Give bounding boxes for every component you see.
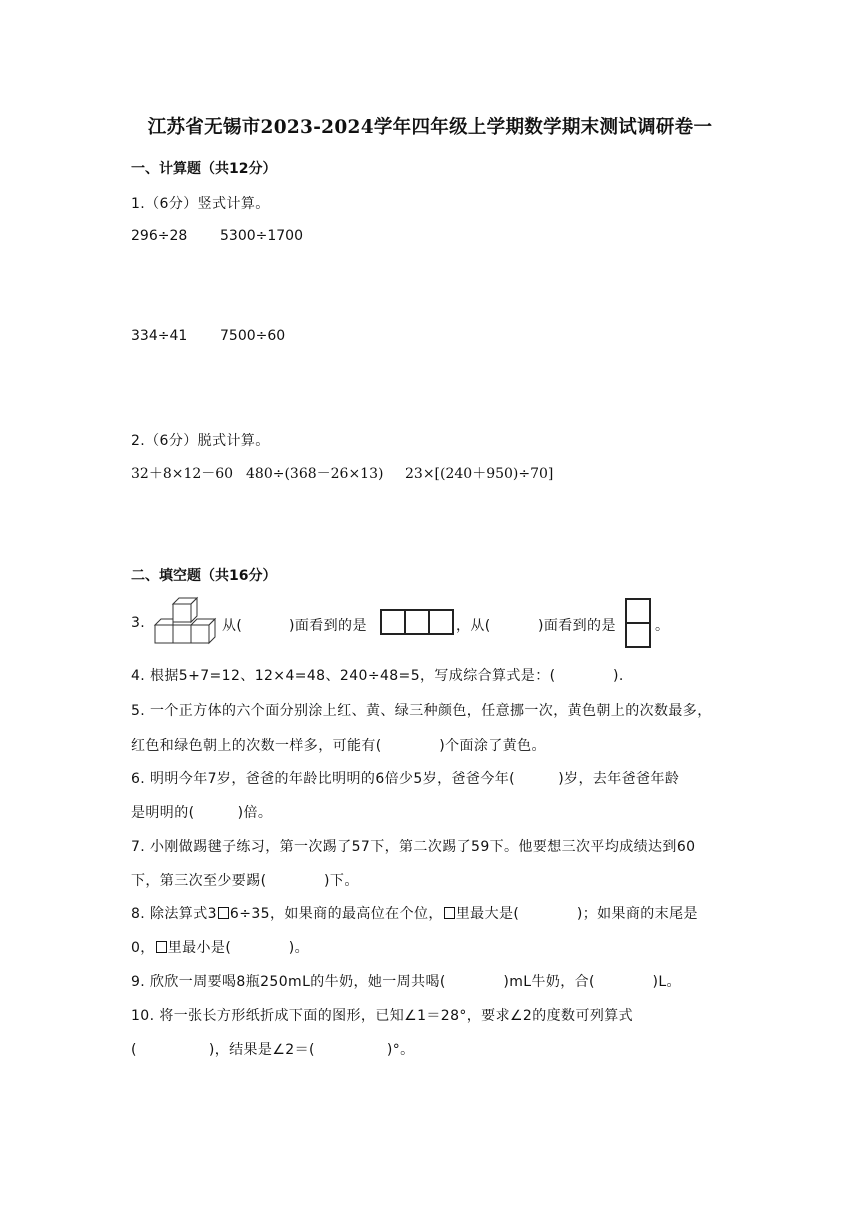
two-squares-view-figure [624,597,652,649]
question-8-text-e: 里最小是( )。 [167,940,310,956]
blank-box-icon [444,907,455,919]
expr-334-div-41: 334÷41 [131,328,188,344]
question-8-line-1 [131,903,698,923]
question-7-line-1: 7. 小刚做踢毽子练习，第一次踢了57下，第二次踢了59下。他要想三次平均成绩达到60 [131,839,696,855]
question-5-line-1: 5. 一个正方体的六个面分别涂上红、黄、绿三种颜色，任意挪一次，黄色朝上的次数最多， [131,703,712,719]
expr-mixed-2: 480÷(368－26×13) [246,466,384,482]
question-6-line-2: 是明明的( )倍。 [131,805,273,821]
cube-stack-figure [153,594,217,654]
question-5-line-2: 红色和绿色朝上的次数一样多，可能有( )个面涂了黄色。 [131,738,546,754]
section-heading-calculation: 一、计算题（共12分） [131,161,277,177]
question-8-text-c: 里最大是( )；如果商的末尾是 [455,906,698,922]
question-1-label: 1.（6分）竖式计算。 [131,196,270,212]
section-heading-fill-in: 二、填空题（共16分） [131,568,277,584]
question-7-line-2: 下，第三次至少要踢( )下。 [131,873,359,889]
question-3-part5: 。 [655,618,670,634]
question-6-line-1: 6. 明明今年7岁，爸爸的年龄比明明的6倍少5岁，爸爸今年( )岁，去年爸爸年龄 [131,771,680,787]
question-3-part1: 从( [222,618,243,634]
question-2-label: 2.（6分）脱式计算。 [131,433,270,449]
question-8-text-b: 6÷35，如果商的最高位在个位， [229,906,443,922]
question-3-part3: ，从( [456,618,491,634]
question-8-text-a: 8. 除法算式3 [131,906,217,922]
question-8-text-d: 0， [131,940,155,956]
question-3-part2: )面看到的是 [289,618,367,634]
question-9: 9. 欣欣一周要喝8瓶250mL的牛奶，她一周共喝( )mL牛奶，合( )L。 [131,974,681,990]
expr-5300-div-1700: 5300÷1700 [220,228,303,244]
page-title: 江苏省无锡市2023-2024学年四年级上学期数学期末测试调研卷一 [147,117,713,138]
blank-box-icon [156,941,167,953]
blank-box-icon [218,907,229,919]
question-3-number: 3. [131,615,146,631]
expr-7500-div-60: 7500÷60 [220,328,286,344]
expr-296-div-28: 296÷28 [131,228,188,244]
question-3-part4: )面看到的是 [538,618,616,634]
three-squares-view-figure [379,608,455,636]
expr-mixed-1: 32＋8×12－60 [131,466,234,482]
question-10-line-1: 10. 将一张长方形纸折成下面的图形，已知∠1＝28°，要求∠2的度数可列算式 [131,1008,634,1024]
expr-mixed-3: 23×[(240＋950)÷70] [405,466,554,482]
question-8-line-2 [131,937,309,957]
question-10-line-2: ( )，结果是∠2＝( )°。 [131,1042,415,1058]
question-4: 4. 根据5+7=12、12×4=48、240÷48=5，写成综合算式是：( ). [131,668,624,684]
